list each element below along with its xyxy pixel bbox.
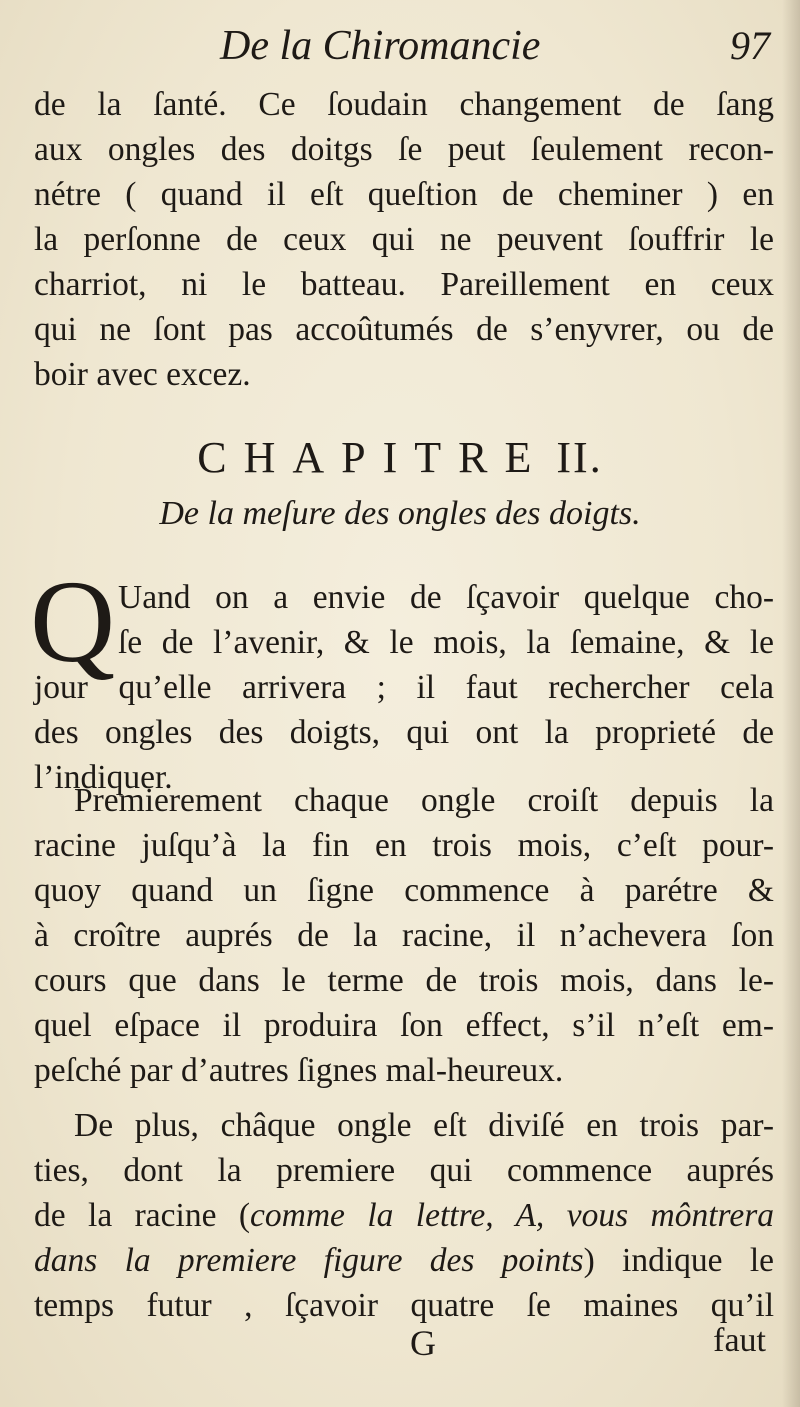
text-run: ) indique le (583, 1242, 774, 1279)
signature-mark: G (410, 1323, 436, 1363)
paragraph-3 (34, 1103, 774, 1328)
chapter-subtitle: De la meſure des ongles des doigts. (159, 495, 641, 532)
text-line: ſe de l’avenir, & le mois, la ſemaine, & le (118, 624, 774, 661)
page-edge-shadow (782, 0, 800, 1407)
text-line: nétre ( quand il eſt queſtion de cheminer ) en (34, 176, 774, 213)
text-line: peſché par d’autres ſignes mal-heureux. (34, 1052, 564, 1089)
text-line: l’indiquer. (34, 759, 173, 796)
text-run: de la racine ( (34, 1197, 251, 1234)
chapter-word: CHAPITRE (197, 433, 549, 482)
text-line: la perſonne de ceux qui ne peuvent ſouffrir le (34, 221, 774, 258)
text-line: qui ne ſont pas accoûtumés de s’enyvrer, ou de (34, 311, 774, 348)
catchword: faut (713, 1322, 766, 1359)
chapter-heading (0, 432, 800, 483)
text-line: cours que dans le terme de trois mois, dans le- (34, 962, 774, 999)
drop-cap: Q (30, 556, 116, 687)
opening-paragraph (34, 82, 774, 397)
text-line: ties, dont la premiere qui commence auprés (34, 1152, 774, 1189)
italic-run: comme la lettre, A, vous môntrera (250, 1197, 774, 1234)
text-line (34, 1193, 774, 1238)
page-number: 97 (730, 23, 770, 68)
text-line: charriot, ni le batteau. Pareillement en ceux (34, 266, 774, 303)
text-line: aux ongles des doitgs ſe peut ſeulement recon- (34, 131, 774, 168)
text-line: racine juſqu’à la fin en trois mois, c’eſt pour- (34, 827, 774, 864)
running-head (0, 18, 800, 78)
running-head-title: De la Chiromancie (220, 23, 541, 69)
text-line: des ongles des doigts, qui ont la proprieté de (34, 714, 774, 751)
text-line: de la ſanté. Ce ſoudain changement de ſang (34, 86, 774, 123)
paragraph-2 (34, 778, 774, 1093)
text-line: à croître auprés de la racine, il n’achevera ſon (34, 917, 774, 954)
text-line: temps futur , ſçavoir quatre ſe maines qu’il (34, 1287, 774, 1324)
text-line: boir avec excez. (34, 356, 251, 393)
text-line: Premierement chaque ongle croiſt depuis la (74, 782, 774, 819)
text-line: quoy quand un ſigne commence à parétre & (34, 872, 774, 909)
text-line: quel eſpace il produira ſon effect, s’il n’eſt em- (34, 1007, 774, 1044)
text-line: jour qu’elle arrivera ; il faut rechercher cela (34, 669, 774, 706)
text-line: Uand on a envie de ſçavoir quelque cho- (118, 579, 774, 616)
italic-run: dans la premiere figure des points (34, 1242, 584, 1279)
text-line (34, 1238, 774, 1283)
chapter-number: II. (556, 433, 603, 482)
text-line: De plus, châque ongle eſt diviſé en trois par- (74, 1107, 774, 1144)
drop-cap-lines (118, 575, 774, 665)
